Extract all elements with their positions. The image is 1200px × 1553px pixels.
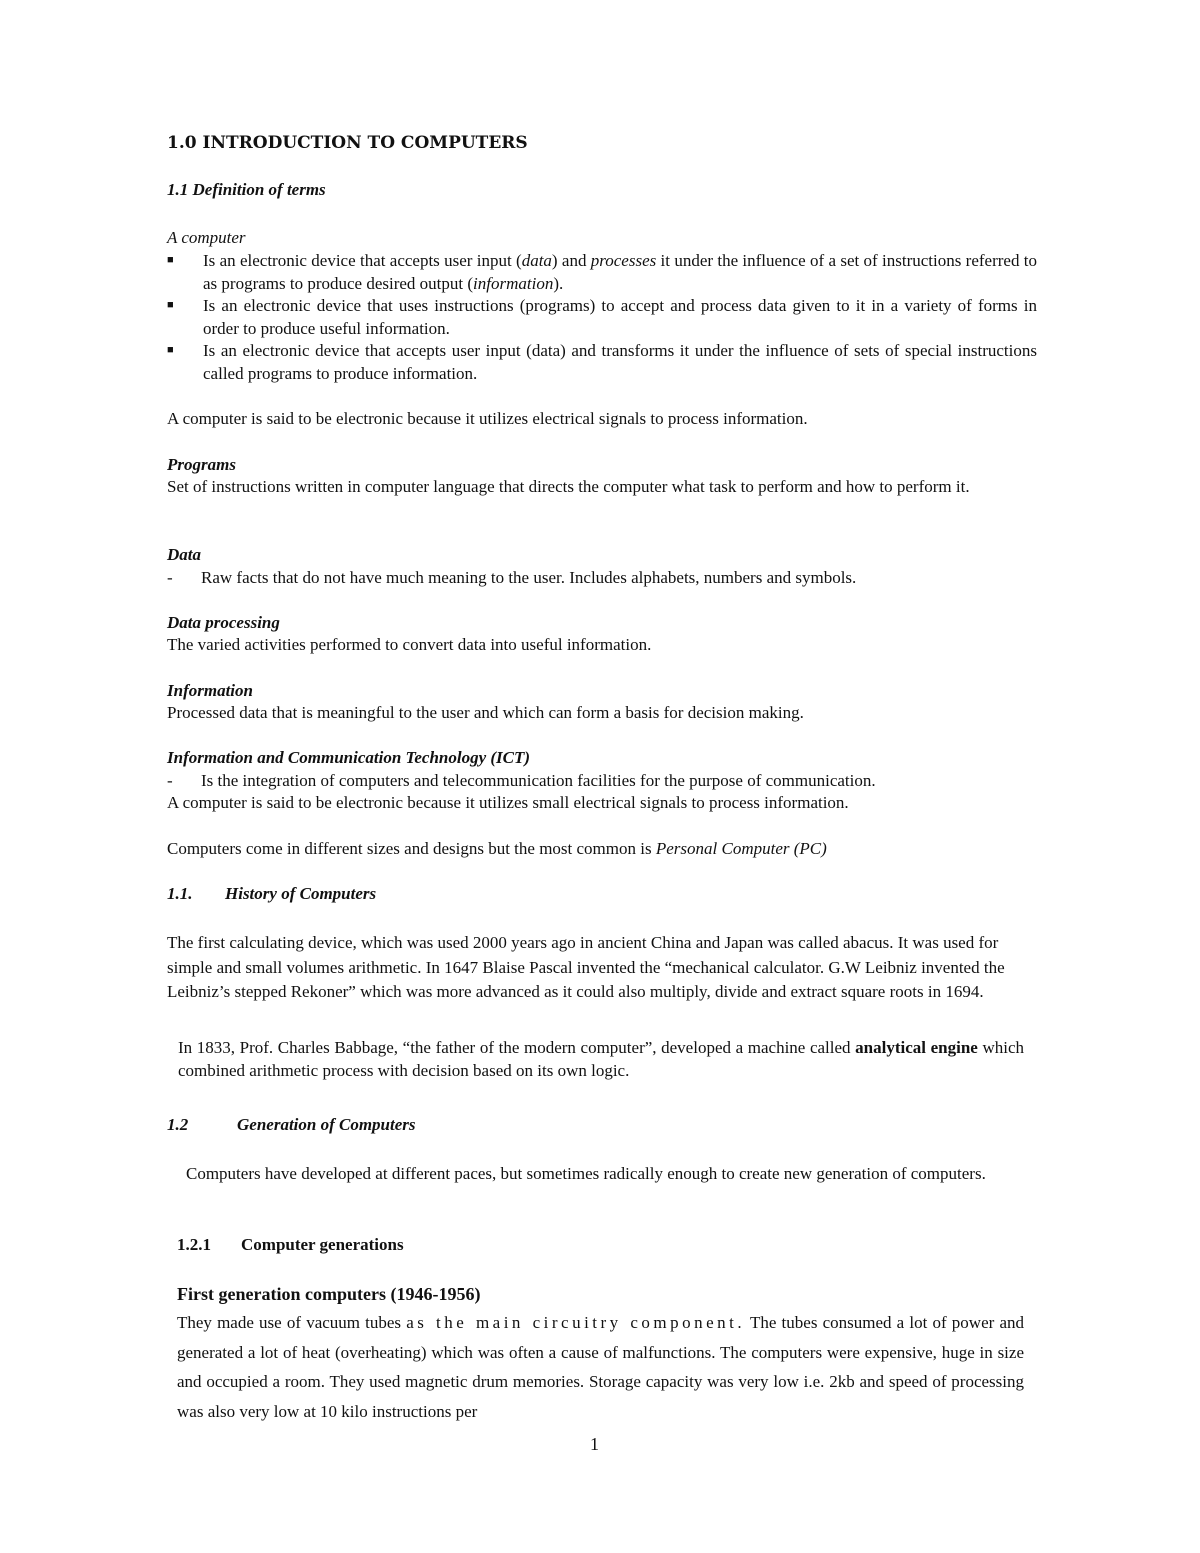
information-term: Information: [167, 681, 253, 700]
dash-marker: -: [167, 771, 173, 790]
babbage-paragraph: In 1833, Prof. Charles Babbage, “the father of the modern computer”, developed a machine called analytical engine which combined arithmetic process with decision based on its own logic.: [178, 1038, 1025, 1080]
first-generation-title: First generation computers (1946-1956): [177, 1284, 481, 1304]
bullet-item: ■ Is an electronic device that accepts user input (data) and transforms it under the influence of sets of special instructions called programs to produce information.: [167, 341, 1037, 383]
history-heading: 1.1. History of Computers: [167, 884, 377, 903]
generations-subheading: 1.2.1 Computer generations: [177, 1235, 404, 1254]
bullet-item: ■ Is an electronic device that uses instructions (programs) to accept and process data given to it in a variety of forms in order to produce useful information.: [167, 296, 1037, 338]
programs-term: Programs: [167, 455, 236, 474]
history-paragraph: The first calculating device, which was used 2000 years ago in ancient China and Japan was called abacus. It was used for simple and small volumes arithmetic. In 1647 Blaise Pascal invented the “mechanical calculator. G.W Leibniz invented the Leibniz’s stepped Rekoner” which was more advanced as it could also multiply, divide and extract square roots in 1694.: [167, 933, 1005, 1001]
bullet-square-icon: ■: [167, 254, 174, 266]
ict-definition: - Is the integration of computers and telecommunication facilities for the purpose of communication.: [167, 771, 876, 790]
main-heading: 1.0 INTRODUCTION TO COMPUTERS: [167, 133, 528, 153]
dash-marker: -: [167, 568, 173, 587]
data-processing-term: Data processing: [167, 613, 280, 632]
computer-label: A computer: [167, 228, 246, 247]
data-term: Data: [167, 545, 201, 564]
data-processing-definition: The varied activities performed to convert data into useful information.: [167, 635, 652, 654]
definition-heading: 1.1 Definition of terms: [167, 180, 326, 199]
generation-heading: 1.2 Generation of Computers: [167, 1115, 416, 1134]
generation-paragraph: Computers have developed at different paces, but sometimes radically enough to create new generation of computers.: [186, 1164, 986, 1183]
ict-note: A computer is said to be electronic because it utilizes small electrical signals to process information.: [167, 793, 849, 812]
data-definition: - Raw facts that do not have much meaning to the user. Includes alphabets, numbers and symbols.: [167, 568, 857, 587]
information-definition: Processed data that is meaningful to the user and which can form a basis for decision making.: [167, 703, 804, 722]
bullet-square-icon: ■: [167, 344, 174, 356]
ict-term: Information and Communication Technology (ICT): [167, 748, 531, 767]
first-generation-paragraph: They made use of vacuum tubes as the main circuitry component. The tubes consumed a lot of power and generated a lot of heat (overheating) which was often a cause of malfunctions. The computers were expensive, huge in size and occupied a room. They used magnetic drum memories. Storage capacity was very low i.e. 2kb and speed of processing was also very low at 10 kilo instructions per: [177, 1313, 1024, 1421]
pc-note: Computers come in different sizes and designs but the most common is Personal Computer (PC): [167, 839, 827, 858]
bullet-square-icon: ■: [167, 299, 174, 311]
programs-definition: Set of instructions written in computer language that directs the computer what task to perform and how to perform it.: [167, 477, 970, 496]
bullet-item: ■ Is an electronic device that accepts user input (data) and processes it under the influence of a set of instructions referred to as programs to produce desired output (information).: [167, 251, 1037, 293]
page-number: 1: [590, 1434, 599, 1454]
electronic-note: A computer is said to be electronic because it utilizes electrical signals to process information.: [167, 409, 808, 428]
